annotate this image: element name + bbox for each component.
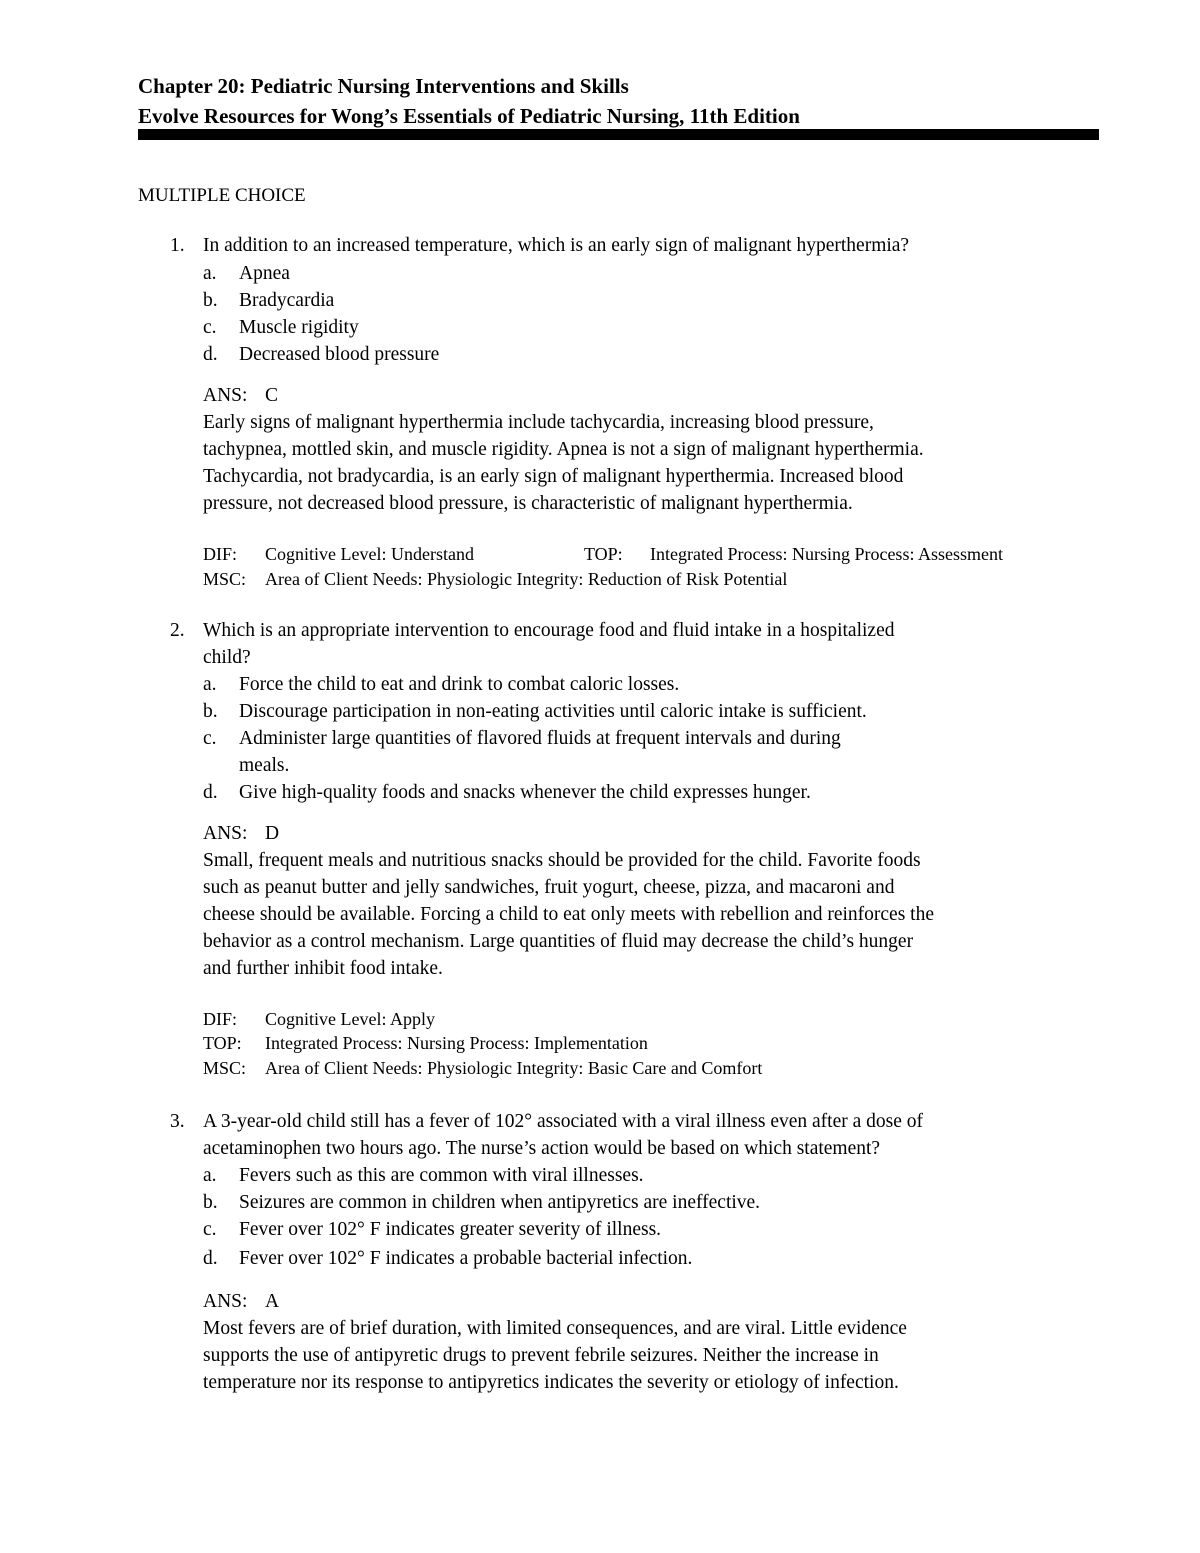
option-letter: a. [203, 263, 217, 284]
book-title: Evolve Resources for Wong’s Essentials of Pediatric Nursing, 11th Edition [138, 104, 800, 128]
rationale-line: temperature nor its response to antipyretics indicates the severity or etiology of infection. [203, 1372, 899, 1393]
question-stem: Which is an appropriate intervention to encourage food and fluid intake in a hospitalized [203, 620, 895, 641]
meta-label: DIF: [203, 1009, 238, 1029]
rationale-line: Small, frequent meals and nutritious snacks should be provided for the child. Favorite foods [203, 850, 921, 871]
option-letter: d. [203, 782, 218, 803]
option-text: Seizures are common in children when antipyretics are ineffective. [239, 1192, 761, 1213]
option-text: Fevers such as this are common with viral illnesses. [239, 1165, 644, 1186]
meta-value: Cognitive Level: Understand [265, 544, 474, 564]
question-stem: child? [203, 647, 251, 668]
meta-label: TOP: [584, 544, 623, 564]
option-letter: c. [203, 728, 217, 749]
meta-label: TOP: [203, 1033, 242, 1053]
meta-label: MSC: [203, 569, 247, 589]
meta-value: Area of Client Needs: Physiologic Integrity: Reduction of Risk Potential [265, 569, 788, 589]
meta-value: Area of Client Needs: Physiologic Integrity: Basic Care and Comfort [265, 1058, 763, 1078]
option-text: Administer large quantities of flavored fluids at frequent intervals and during [239, 728, 841, 749]
rationale-line: behavior as a control mechanism. Large quantities of fluid may decrease the child’s hunger [203, 931, 914, 952]
rationale-line: Early signs of malignant hyperthermia include tachycardia, increasing blood pressure, [203, 412, 874, 433]
meta-value: Cognitive Level: Apply [265, 1009, 435, 1029]
rationale-line: tachypnea, mottled skin, and muscle rigidity. Apnea is not a sign of malignant hyperthermia. [203, 439, 924, 460]
option-text: Give high-quality foods and snacks whenever the child expresses hunger. [239, 782, 811, 803]
option-text: Fever over 102° F indicates greater severity of illness. [239, 1219, 662, 1240]
answer-value: A [265, 1291, 280, 1312]
question-number: 2. [170, 620, 185, 641]
option-text: Bradycardia [239, 290, 335, 311]
question-number: 1. [170, 235, 185, 256]
meta-label: DIF: [203, 544, 238, 564]
answer-label: ANS: [203, 385, 248, 406]
answer-label: ANS: [203, 823, 248, 844]
question-stem: A 3-year-old child still has a fever of 102° associated with a viral illness even after a dose of [203, 1111, 924, 1132]
chapter-title: Chapter 20: Pediatric Nursing Interventions and Skills [138, 74, 629, 98]
option-letter: b. [203, 701, 218, 722]
question-stem: In addition to an increased temperature, which is an early sign of malignant hyperthermia? [203, 235, 910, 256]
option-text: meals. [239, 755, 290, 776]
meta-label: MSC: [203, 1058, 247, 1078]
option-letter: b. [203, 290, 218, 311]
option-letter: c. [203, 1219, 217, 1240]
option-letter: d. [203, 344, 218, 365]
answer-value: C [265, 385, 279, 406]
option-letter: a. [203, 1165, 217, 1186]
option-text: Fever over 102° F indicates a probable bacterial infection. [239, 1248, 693, 1269]
rationale-line: cheese should be available. Forcing a child to eat only meets with rebellion and reinforces the [203, 904, 935, 925]
option-text: Muscle rigidity [239, 317, 359, 338]
option-text: Discourage participation in non-eating activities until caloric intake is sufficient. [239, 701, 867, 722]
option-letter: a. [203, 674, 217, 695]
section-title: MULTIPLE CHOICE [138, 185, 306, 206]
option-text: Force the child to eat and drink to combat caloric losses. [239, 674, 680, 695]
option-letter: b. [203, 1192, 218, 1213]
option-letter: d. [203, 1248, 218, 1269]
header-rule [138, 129, 1099, 140]
option-text: Decreased blood pressure [239, 344, 440, 365]
option-letter: c. [203, 317, 217, 338]
rationale-line: Tachycardia, not bradycardia, is an early sign of malignant hyperthermia. Increased blood [203, 466, 904, 487]
rationale-line: such as peanut butter and jelly sandwiches, fruit yogurt, cheese, pizza, and macaroni and [203, 877, 895, 898]
meta-value: Integrated Process: Nursing Process: Implementation [265, 1033, 648, 1053]
question-stem: acetaminophen two hours ago. The nurse’s action would be based on which statement? [203, 1138, 881, 1159]
rationale-line: supports the use of antipyretic drugs to prevent febrile seizures. Neither the increase in [203, 1345, 879, 1366]
rationale-line: pressure, not decreased blood pressure, is characteristic of malignant hyperthermia. [203, 493, 853, 514]
question-number: 3. [170, 1111, 185, 1132]
rationale-line: and further inhibit food intake. [203, 958, 443, 979]
answer-value: D [265, 823, 280, 844]
option-text: Apnea [239, 263, 290, 284]
meta-value: Integrated Process: Nursing Process: Assessment [650, 544, 1003, 564]
answer-label: ANS: [203, 1291, 248, 1312]
rationale-line: Most fevers are of brief duration, with limited consequences, and are viral. Little evidence [203, 1318, 907, 1339]
